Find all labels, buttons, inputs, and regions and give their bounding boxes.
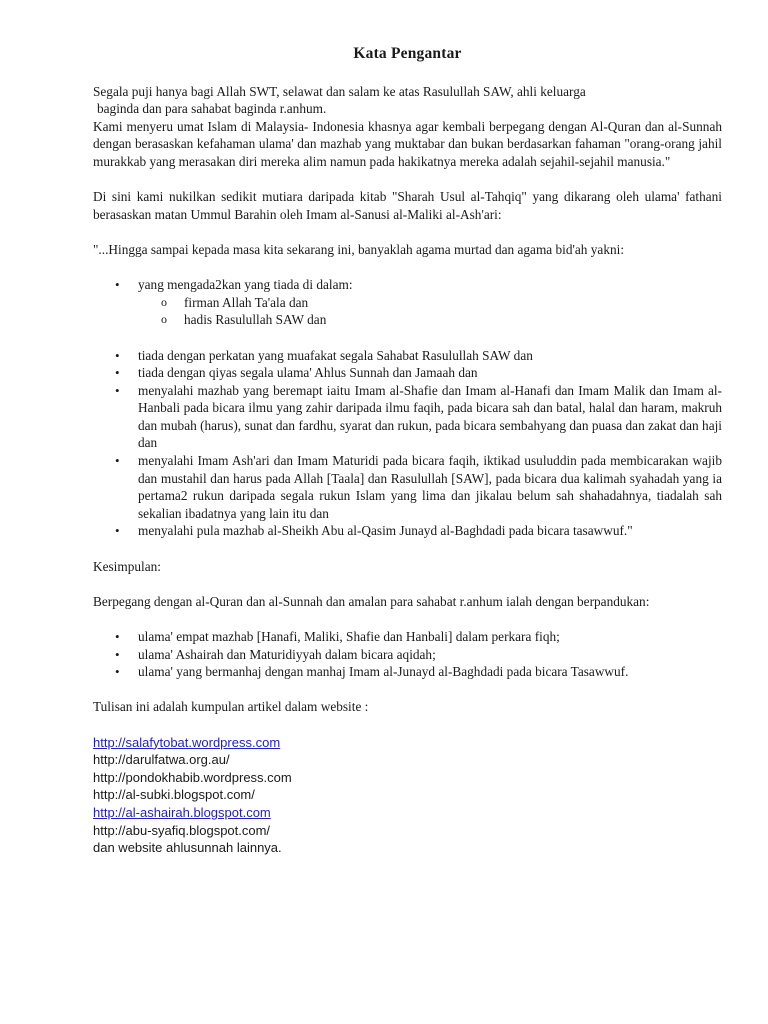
spacer	[93, 681, 722, 699]
bullet-list-1	[93, 276, 722, 329]
intro-line-2: baginda dan para sahabat baginda r.anhum.	[97, 101, 327, 117]
website-link[interactable]: http://salafytobat.wordpress.com	[93, 734, 281, 750]
spacer	[93, 259, 722, 277]
website-text: http://pondokhabib.wordpress.com	[93, 769, 292, 785]
spacer	[93, 171, 722, 189]
website-text: http://al-subki.blogspot.com/	[93, 787, 255, 803]
websites-intro: Tulisan ini adalah kumpulan artikel dalam website :	[93, 699, 369, 715]
bullet-list-3	[93, 628, 722, 681]
spacer	[93, 716, 722, 734]
spacer	[93, 575, 722, 593]
list-item: • menyalahi pula mazhab al-Sheikh Abu al-Qasim Junayd al-Baghdadi pada bicara tasawwuf."	[93, 522, 722, 540]
list-item-text: yang mengada2kan yang tiada di dalam:	[138, 277, 353, 293]
document-body	[93, 45, 722, 857]
spacer	[93, 329, 722, 347]
intro-line-1: Segala puji hanya bagi Allah SWT, selawat dan salam ke atas Rasulullah SAW, ahli keluarga	[93, 83, 586, 99]
bullet-list-2	[93, 347, 722, 541]
list-item: • ulama' Ashairah dan Maturidiyyah dalam bicara aqidah;	[93, 646, 722, 664]
sub-list-item: o hadis Rasulullah SAW dan	[138, 311, 722, 329]
closing-line: dan website ahlusunnah lainnya.	[93, 840, 282, 856]
website-text: http://abu-syafiq.blogspot.com/	[93, 822, 271, 838]
list-item: • menyalahi mazhab yang beremapt iaitu Imam al-Shafie dan Imam al-Hanafi dan Imam Malik dan Imam al-Hanbali pada bicara ilmu yang zahir daripada ilmu faqih, pada bicara sah dan batal, halal dan haram, makruh dan mubah (harus), sunat dan fardhu, syarat dan rukun, pada bicara sembahyang dan puasa dan zakat dan haji dan	[93, 382, 722, 452]
website-list	[93, 734, 722, 857]
website-text: http://darulfatwa.org.au/	[93, 752, 230, 768]
conclusion-label: Kesimpulan:	[93, 558, 161, 574]
website-link[interactable]: http://al-ashairah.blogspot.com	[93, 804, 271, 820]
list-item: • tiada dengan perkatan yang muafakat segala Sahabat Rasulullah SAW dan	[93, 347, 722, 365]
list-item: • ulama' empat mazhab [Hanafi, Maliki, Shafie dan Hanbali] dalam perkara fiqh;	[93, 628, 722, 646]
list-item: • tiada dengan qiyas segala ulama' Ahlus Sunnah dan Jamaah dan	[93, 364, 722, 382]
sub-list	[138, 294, 722, 329]
source-paragraph: Di sini kami nukilkan sedikit mutiara daripada kitab "Sharah Usul al-Tahqiq" yang dikarang oleh ulama' fathani berasaskan matan Ummul Barahin oleh Imam al-Sanusi al-Maliki al-Ash'ari:	[93, 189, 722, 222]
intro-paragraph: Kami menyeru umat Islam di Malaysia- Indonesia khasnya agar kembali berpegang dengan Al-Quran dan al-Sunnah dengan berasaskan kefahaman ulama' dan mazhab yang muktabar dan bukan berdasarkan fahaman "orang-orang jahil murakkab yang merasakan diri mereka alim namun pada hakikatnya mereka adalah sejahil-sejahil manusia."	[93, 118, 722, 169]
list-item	[93, 276, 722, 329]
sub-list-item: o firman Allah Ta'ala dan	[138, 294, 722, 312]
spacer	[93, 610, 722, 628]
list-item: • ulama' yang bermanhaj dengan manhaj Imam al-Junayd al-Baghdadi pada bicara Tasawwuf.	[93, 663, 722, 681]
page-title: Kata Pengantar	[353, 45, 462, 62]
conclusion-paragraph: Berpegang dengan al-Quran dan al-Sunnah dan amalan para sahabat r.anhum ialah dengan berpandukan:	[93, 593, 650, 609]
spacer	[93, 540, 722, 558]
list-item: • menyalahi Imam Ash'ari dan Imam Maturidi pada bicara faqih, iktikad usuluddin pada membicarakan wajib dan mustahil dan harus pada Allah [Taala] dan Rasulullah [SAW], pada bicara dua kalimah syahadah yang ia pertama2 rukun daripada segala rukun Islam yang lima dan jikalau belum sah shahadahnya, tiadalah sah sekalian ibadatnya yang lain itu dan	[93, 452, 722, 522]
quote-opening: "...Hingga sampai kepada masa kita sekarang ini, banyaklah agama murtad dan agama bid'ah yakni:	[93, 241, 625, 257]
spacer	[93, 223, 722, 241]
